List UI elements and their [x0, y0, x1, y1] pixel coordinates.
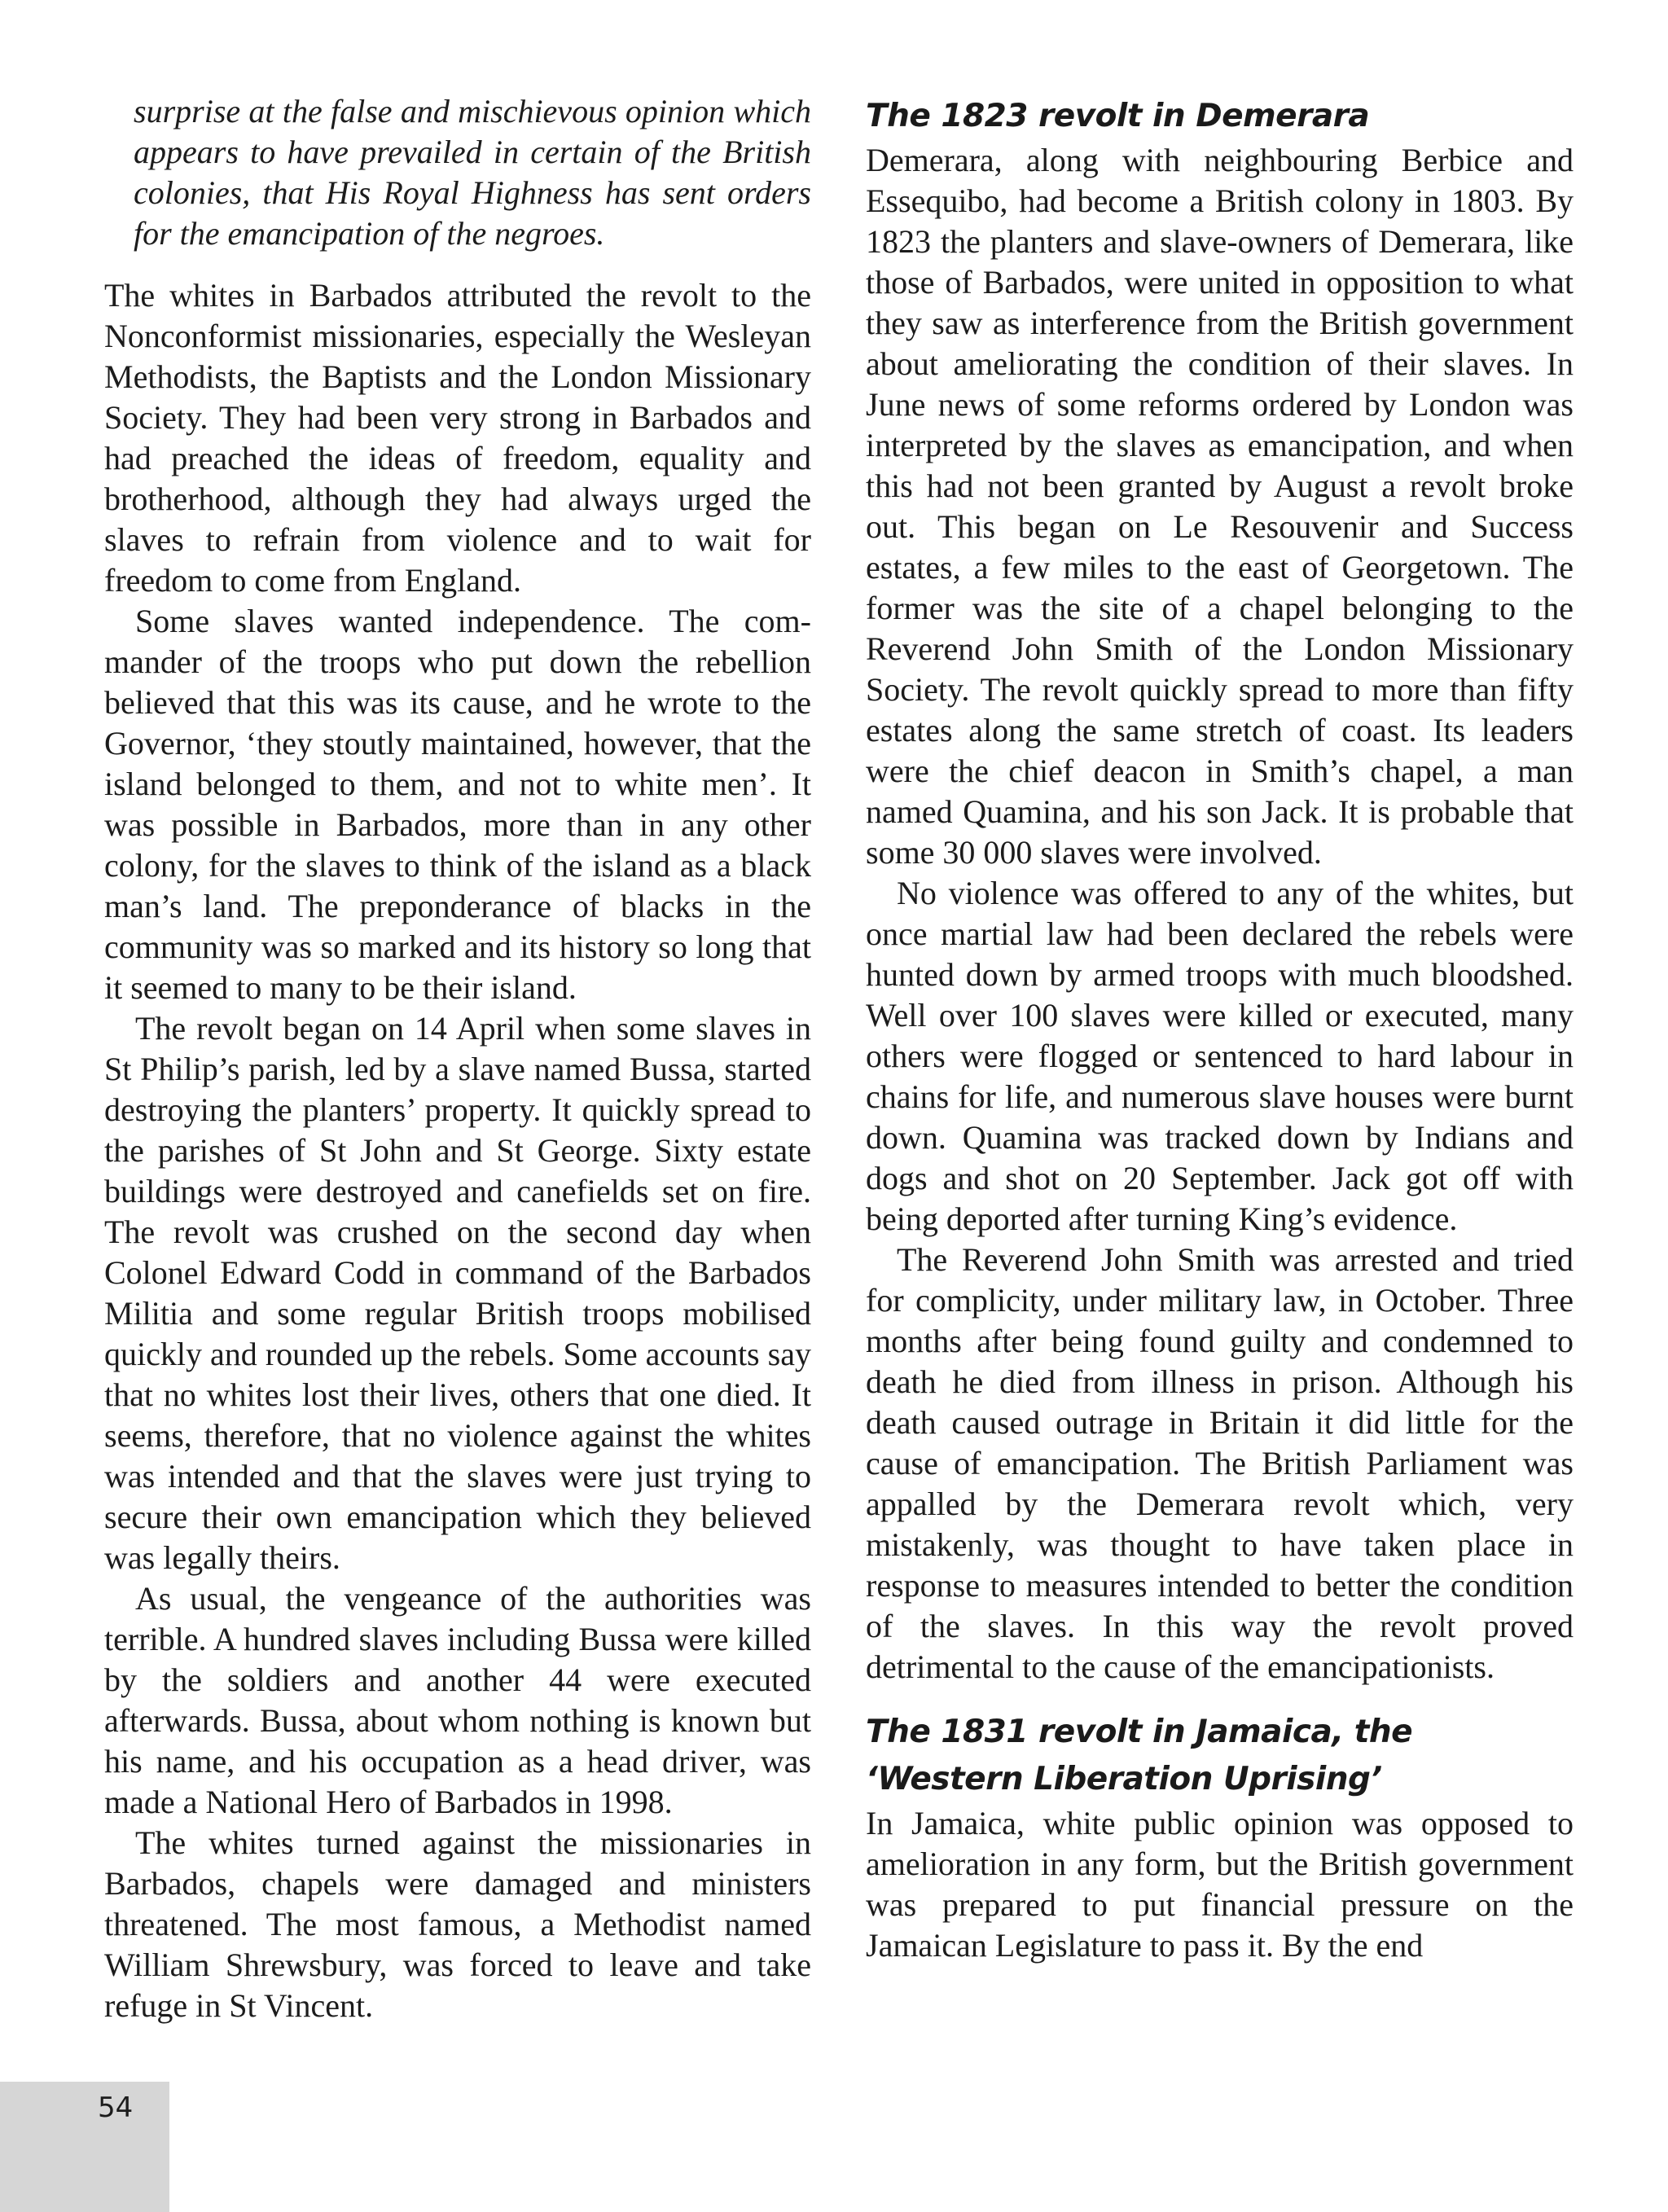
- paragraph: Some slaves wanted independence. The commander of the troops who put down the rebellion believed that this was its cause, and he wrote to the Governor, ‘they stoutly maintained, however, that the island belonged to them, and not to white men’. It was possible in Barbados, more than in any other colony, for the slaves to think of the island as a black man’s land. The preponderance of blacks in the community was so marked and its history so long that it seemed to many to be their island.: [104, 603, 811, 1006]
- section-heading: The 1831 revolt in Jamaica, the ‘Western Liberation Uprising’: [866, 1714, 1413, 1797]
- paragraph: The whites in Barbados attributed the revolt to the Nonconformist missionaries, especially the Wesleyan Methodists, the Baptists and the London Missionary Society. They had been very strong in Barbados and had preached the ideas of freedom, equality and brotherhood, although they had always urged the slaves to refrain from violence and to wait for freedom to come from England.: [104, 277, 811, 599]
- paragraph: The revolt began on 14 April when some slaves in St Philip’s parish, led by a slave named Bussa, started destroying the planters’ property. It quickly spread to the parishes of St John and St George. Sixty estate buildings were destroyed and canefields set on fire. The revolt was crushed on the second day when Colonel Edward Codd in command of the Barbados Militia and some regular British troops mobilised quickly and rounded up the rebels. Some accounts say that no whites lost their lives, others that one died. It seems, therefore, that no violence against the whites was intended and that the slaves were just trying to secure their own emancipation which they believed was legally theirs.: [104, 1010, 811, 1576]
- paragraph: In Jamaica, white public opinion was opposed to amelioration in any form, but the British government was prepared to put financial pressure on the Jamaican Legislature to pass it. By the end: [866, 1805, 1574, 1964]
- paragraph: No violence was offered to any of the whites, but once martial law had been declared the rebels were hunted down by armed troops with much bloodshed. Well over 100 slaves were killed or executed, many others were flogged or sentenced to hard labour in chains for life, and numerous slave houses were burnt down. Quamina was tracked down by Indians and dogs and shot on 20 September. Jack got off with being deported after turning King’s evidence.: [866, 875, 1574, 1237]
- paragraph: As usual, the vengeance of the authorities was terrible. A hundred slaves including Bussa were killed by the soldiers and another 44 were executed afterwards. Bussa, about whom nothing is known but his name, and his occupation as a head driver, was made a National Hero of Barbados in 1998.: [104, 1580, 811, 1820]
- paragraph: Demerara, along with neighbouring Berbice and Essequibo, had become a British colony in 1803. By 1823 the planters and slave-owners of Demerara, like those of Barbados, were united in opposition to what they saw as interference from the British government about ameliorating the condition of their slaves. In June news of some reforms ordered by London was interpreted by the slaves as emancipation, and when this had not been granted by August a revolt broke out. This began on Le Resouvenir and Success estates, a few miles to the east of Georgetown. The former was the site of a chapel belonging to the Reverend John Smith of the London Missionary Society. The revolt quickly spread to more than fifty estates along the same stretch of coast. Its leaders were the chief deacon in Smith’s chapel, a man named Quamina, and his son Jack. It is probable that some 30 000 slaves were involved.: [866, 142, 1574, 871]
- right-column: [866, 91, 1574, 1966]
- block-quote: surprise at the false and mischievous opinion which appears to have prevailed in certain of the British colonies, that His Royal Highness has sent orders for the emancipation of the negroes.: [134, 93, 811, 252]
- paragraph: The whites turned against the missionaries in Barbados, chapels were damaged and ministers threatened. The most famous, a Methodist named William Shrewsbury, was forced to leave and take refuge in St Vincent.: [104, 1824, 811, 2024]
- paragraph: The Reverend John Smith was arrested and tried for complicity, under military law, in October. Three months after being found guilty and condemned to death he died from illness in prison. Although his death caused outrage in Britain it did little for the cause of emancipation. The British Parliament was appalled by the Demerara revolt which, very mistakenly, was thought to have taken place in response to measures intended to better the condition of the slaves. In this way the revolt proved detrimental to the cause of the emancipationists.: [866, 1241, 1574, 1685]
- page-number-tab: [0, 2082, 169, 2212]
- page-number: 54: [98, 2091, 134, 2124]
- section-heading: The 1823 revolt in Demerara: [866, 98, 1370, 134]
- left-column: [104, 91, 811, 2026]
